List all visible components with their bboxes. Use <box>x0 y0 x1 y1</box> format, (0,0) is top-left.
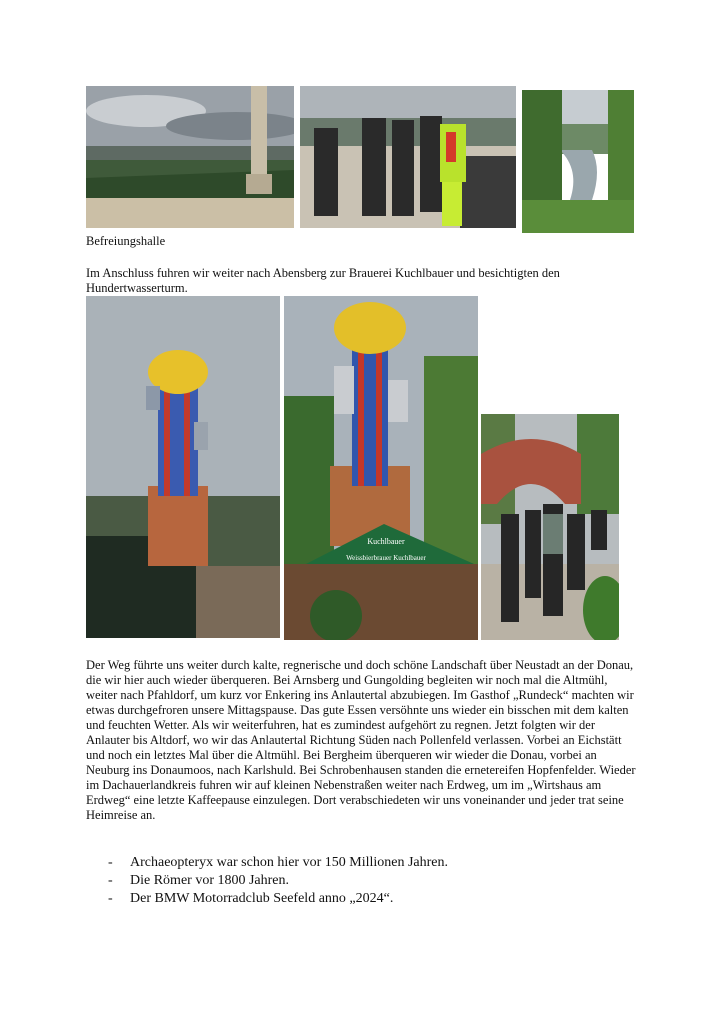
photo-danube-valley <box>522 90 634 233</box>
photo-group-of-riders <box>300 86 516 228</box>
list-dash: - <box>108 855 113 870</box>
list-dash: - <box>108 873 113 888</box>
list-item <box>108 854 448 872</box>
photo-riders-at-archway <box>481 414 619 640</box>
closing-list <box>108 854 448 908</box>
route-description-paragraph: Der Weg führte uns weiter durch kalte, regnerische und doch schöne Landschaft über Neustadt an der Donau, die wir hier auch wieder überqueren. Bei Arnsberg und Gungolding begleiten wir noch mal die Altmühl, weiter nach Pfahldorf, um kurz vor Enkering ins Anlautertal abzubiegen. Im Gasthof „Rundeck“ machten wir etwas durchgefroren unsere Mittagspause. Das gute Essen versöhnte uns wieder ein bisschen mit dem kalten und feuchten Wetter. Als wir weiterfuhren, hat es zumindest aufgehört zu regnen. Jetzt folgten wir der Anlauter bis Altdorf, wo wir das Anlautertal Richtung Süden nach Pollenfeld verlassen. Vorbei an Eichstätt und noch ein letztes Mal über die Altmühl. Bei Bergheim überqueren wir wieder die Donau, vorbei an Neuburg ins Donaumoos, nach Karlshuld. Bei Schrobenhausen standen die ernetereifen Hopfenfelder. Wieder im Dachauerlandkreis fuhren wir auf kleinen Nebenstraßen weiter nach Erdweg, um im „Wirtshaus am Erdweg“ eine letzte Kaffeepause einzulegen. Dort verabschiedeten wir uns voneinander und jeder trat seine Heimreise an. <box>86 658 636 822</box>
umbrella-lettering: Kuchlbauer <box>367 537 405 546</box>
photo-hundertwasser-tower-beer-garden <box>284 296 478 640</box>
list-item-text: Die Römer vor 1800 Jahren. <box>130 873 290 888</box>
list-item-text: Der BMW Motorradclub Seefeld anno „2024“. <box>130 891 394 906</box>
umbrella-lettering-2: Weissbierbrauer Kuchlbauer <box>346 554 426 562</box>
photo-hundertwasser-tower <box>86 296 280 638</box>
list-dash: - <box>108 891 113 906</box>
list-item <box>108 890 448 908</box>
list-item <box>108 872 448 890</box>
photo-caption: Befreiungshalle <box>86 234 166 248</box>
list-item-text: Archaeopteryx war schon hier vor 150 Millionen Jahren. <box>130 855 449 870</box>
intro-paragraph: Im Anschluss fuhren wir weiter nach Abensberg zur Brauerei Kuchlbauer und besichtigten den Hundertwasserturm. <box>86 266 560 295</box>
photo-befreiungshalle-column-view <box>86 86 294 228</box>
